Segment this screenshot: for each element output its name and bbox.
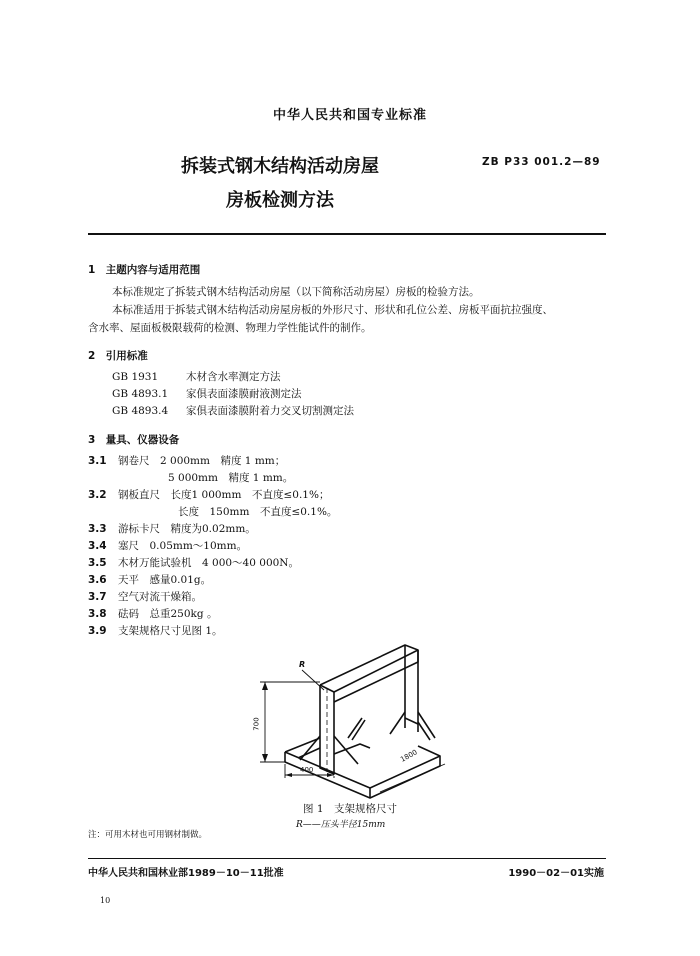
document-title-line2: 房板检测方法 xyxy=(226,190,334,211)
equipment-item xyxy=(88,624,223,638)
section3-heading: 3 量具、仪器设备 xyxy=(88,434,180,446)
document-title-line1: 拆装式钢木结构活动房屋 xyxy=(181,156,379,177)
item-number: 3.4 xyxy=(88,540,107,552)
reference-title: 家俱表面漆膜附着力交叉切割测定法 xyxy=(186,405,354,417)
section1-heading: 1 主题内容与适用范围 xyxy=(88,264,201,276)
item-text: 天平 感量0.01g。 xyxy=(118,574,212,586)
item-number: 3.6 xyxy=(88,574,107,586)
equipment-item xyxy=(88,573,211,587)
section1-paragraph1: 本标准规定了拆装式钢木结构活动房屋（以下简称活动房屋）房板的检验方法。 xyxy=(112,286,480,298)
national-standard-label: 中华人民共和国专业标准 xyxy=(272,108,427,123)
reference-code: GB 4893.4 xyxy=(112,405,169,417)
item-text: 砝码 总重250kg 。 xyxy=(118,608,218,620)
equipment-item xyxy=(88,556,299,570)
item-text: 支架规格尺寸见图 1。 xyxy=(118,625,223,637)
reference-code: GB 4893.1 xyxy=(112,388,169,400)
approval-date: 中华人民共和国林业部1989－10－11批准 xyxy=(88,868,284,879)
figure-note: 注：可用木材也可用钢材制做。 xyxy=(88,830,208,840)
height-dimension-value: 700 xyxy=(252,717,261,731)
item-number: 3.7 xyxy=(88,591,107,603)
item-text: 钢板直尺 长度1 000mm 不直度≤0.1%； xyxy=(118,489,330,501)
item-number: 3.3 xyxy=(88,523,107,535)
support-stand-figure xyxy=(240,640,470,800)
footer-rule xyxy=(88,858,606,859)
equipment-item xyxy=(88,488,329,502)
item-text: 钢卷尺 2 000mm 精度 1 mm； xyxy=(118,455,286,467)
item-number: 3.2 xyxy=(88,489,107,501)
item-text: 游标卡尺 精度为0.02mm。 xyxy=(118,523,256,535)
equipment-item xyxy=(88,607,217,621)
reference-item xyxy=(112,404,354,418)
equipment-item xyxy=(88,539,247,553)
item-number: 3.1 xyxy=(88,455,107,467)
equipment-item xyxy=(88,522,256,536)
item-text: 塞尺 0.05mm～10mm。 xyxy=(118,540,248,552)
equipment-item-continuation xyxy=(168,471,293,485)
item-text: 长度 150mm 不直度≤0.1%。 xyxy=(178,506,338,518)
item-number: 3.8 xyxy=(88,608,107,620)
radius-label: R xyxy=(299,660,306,669)
item-number: 3.9 xyxy=(88,625,107,637)
reference-code: GB 1931 xyxy=(112,371,159,383)
reference-title: 家俱表面漆膜耐液测定法 xyxy=(186,388,302,400)
figure-subcaption: R——压头半径15mm xyxy=(296,820,386,830)
radius-leader xyxy=(302,670,324,690)
figure-caption: 图 1 支架规格尺寸 xyxy=(302,803,398,815)
item-number: 3.5 xyxy=(88,557,107,569)
equipment-item-continuation xyxy=(178,505,337,519)
front-braces xyxy=(300,736,358,764)
section1-paragraph2-line2: 含水率、屋面板极限载荷的检测、物理力学性能试件的制作。 xyxy=(88,322,372,334)
length-dimension-value: 1800 xyxy=(399,748,419,764)
width-dimension-value: 400 xyxy=(300,766,314,774)
equipment-item xyxy=(88,590,202,604)
reference-item xyxy=(112,370,281,384)
item-text: 5 000mm 精度 1 mm。 xyxy=(168,472,294,484)
reference-title: 木材含水率测定方法 xyxy=(186,371,281,383)
rear-braces xyxy=(390,712,435,740)
page-number: 10 xyxy=(100,896,111,905)
implementation-date: 1990－02－01实施 xyxy=(508,868,604,879)
section1-paragraph2-line1: 本标准适用于拆装式钢木结构活动房屋房板的外形尺寸、形状和孔位公差、房板平面抗拉强度、 xyxy=(112,304,553,316)
standard-code: ZB P33 001.2—89 xyxy=(482,156,601,168)
equipment-item xyxy=(88,454,285,468)
item-text: 空气对流干燥箱。 xyxy=(118,591,202,603)
header-rule xyxy=(88,233,606,235)
section2-heading: 2 引用标准 xyxy=(88,350,148,362)
item-text: 木材万能试验机 4 000～40 000N。 xyxy=(118,557,299,569)
reference-item xyxy=(112,387,302,401)
